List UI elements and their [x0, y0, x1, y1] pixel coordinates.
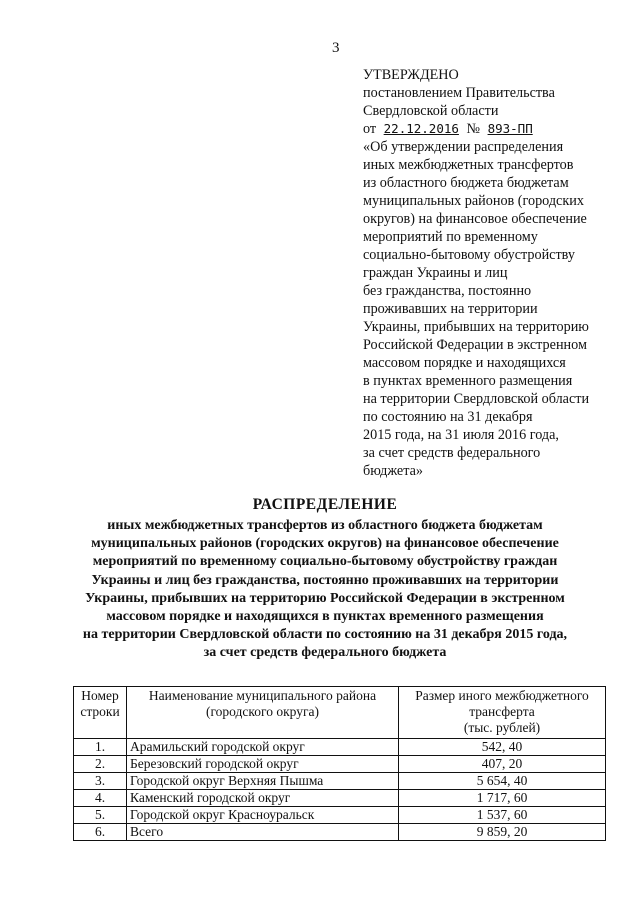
decree-line: иных межбюджетных трансфертов [363, 157, 574, 173]
decree-line: Российской Федерации в экстренном [363, 337, 587, 353]
municipality-name: Арамильский городской округ [127, 739, 399, 756]
transfer-amount: 1 537, 60 [399, 807, 606, 824]
transfer-amount: 1 717, 60 [399, 790, 606, 807]
table-row [74, 807, 606, 824]
decree-line: социально-бытовому обустройству [363, 247, 575, 263]
table-row [74, 756, 606, 773]
decree-title [363, 138, 623, 480]
header-text: (тыс. рублей) [463, 720, 541, 735]
row-number: 3. [74, 773, 127, 790]
approval-number: 893-ПП [487, 121, 533, 136]
decree-line: Украины, прибывших на территорию [363, 319, 589, 335]
header-amount [399, 687, 606, 739]
decree-line: за счет средств федерального [363, 445, 541, 461]
table-row [74, 773, 606, 790]
decree-line: без гражданства, постоянно [363, 283, 532, 299]
table-row [74, 739, 606, 756]
table-row-total [74, 824, 606, 841]
municipality-name: Городской округ Верхняя Пышма [127, 773, 399, 790]
title-subtitle [40, 517, 610, 663]
distribution-table [73, 686, 606, 841]
row-number: 6. [74, 824, 127, 841]
decree-line: по состоянию на 31 декабря [363, 409, 533, 425]
date-prefix: от [363, 121, 377, 137]
approval-date: 22.12.2016 [383, 121, 459, 136]
decree-line: массовом порядке и находящихся [363, 355, 566, 371]
title-line: Украины и лиц без гражданства, постоянно проживавших на территории [91, 572, 559, 588]
decree-line: граждан Украины и лиц [363, 265, 508, 281]
decree-line: мероприятий по временному [363, 229, 538, 245]
municipality-name: Всего [127, 824, 399, 841]
row-number: 1. [74, 739, 127, 756]
table-header-row [74, 687, 606, 739]
municipality-name: Городской округ Красноуральск [127, 807, 399, 824]
decree-line: в пунктах временного размещения [363, 373, 573, 389]
header-text: Наименование муниципального района [148, 688, 377, 703]
transfer-amount: 5 654, 40 [399, 773, 606, 790]
title-line: Украины, прибывших на территорию Российской Федерации в экстренном [85, 590, 565, 606]
row-number: 5. [74, 807, 127, 824]
municipality-name: Каменский городской округ [127, 790, 399, 807]
decree-line: округов) на финансовое обеспечение [363, 211, 587, 227]
municipality-name: Березовский городской округ [127, 756, 399, 773]
title-line: на территории Свердловской области по состоянию на 31 декабря 2015 года, [82, 627, 568, 643]
header-text: трансферта [469, 704, 535, 719]
number-prefix: № [466, 121, 481, 137]
decree-line: «Об утверждении распределения [363, 139, 564, 155]
title-line: за счет средств федерального бюджета [203, 645, 447, 661]
approval-heading: УТВЕРЖДЕНО [363, 67, 459, 83]
header-text: строки [80, 704, 120, 719]
main-title: РАСПРЕДЕЛЕНИЕ [252, 496, 398, 513]
header-text: Номер [81, 688, 119, 703]
title-line: массовом порядке и находящихся в пунктах временного размещения [106, 609, 544, 625]
row-number: 4. [74, 790, 127, 807]
approval-stamp [363, 66, 623, 480]
title-line: мероприятий по временному социально-бытовому обустройству граждан [92, 554, 558, 570]
page-number: 3 [332, 40, 340, 56]
approval-line: Свердловской области [363, 103, 499, 119]
row-number: 2. [74, 756, 127, 773]
decree-line: 2015 года, на 31 июля 2016 года, [363, 427, 559, 443]
approval-line: постановлением Правительства [363, 85, 555, 101]
table-row [74, 790, 606, 807]
decree-line: муниципальных районов (городских [363, 193, 584, 209]
decree-line: бюджета» [363, 463, 423, 479]
transfer-amount: 407, 20 [399, 756, 606, 773]
transfer-amount: 542, 40 [399, 739, 606, 756]
document-title [40, 496, 610, 663]
header-row-number [74, 687, 127, 739]
title-line: муниципальных районов (городских округов) на финансовое обеспечение [91, 536, 559, 552]
decree-line: на территории Свердловской области [363, 391, 590, 407]
decree-line: проживавших на территории [363, 301, 538, 317]
transfer-amount: 9 859, 20 [399, 824, 606, 841]
decree-line: из областного бюджета бюджетам [363, 175, 569, 191]
title-line: иных межбюджетных трансфертов из областного бюджета бюджетам [107, 518, 543, 533]
approval-date-line [363, 120, 623, 138]
header-text: Размер иного межбюджетного [415, 688, 589, 703]
header-municipality [127, 687, 399, 739]
header-text: (городского округа) [205, 704, 320, 719]
